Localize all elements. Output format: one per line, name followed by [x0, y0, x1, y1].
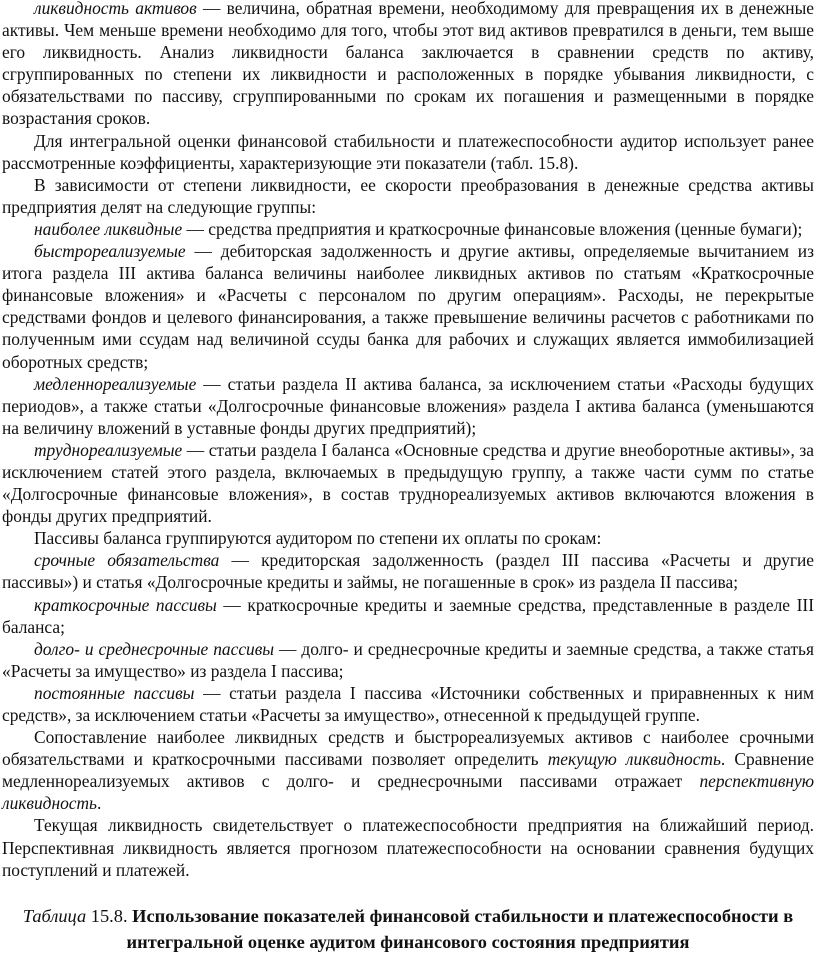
paragraph-slow-assets: медленнореализуемые — статьи раздела II актива баланса, за исключением статьи «Расходы будущих периодов», а также статьи «Долгосрочные финансовые вложения» раздела I актива баланса (уменьшаются на величину вложений в уставные фонды других предприятий);	[2, 373, 814, 438]
paragraph-short-term-liabilities: краткосрочные пассивы — краткосрочные кредиты и заемные средства, представленные в разделе III баланса;	[2, 594, 814, 637]
paragraph-long-term-liabilities: долго- и среднесрочные пассивы — долго- и среднесрочные кредиты и заемные средства, а также статья «Расчеты за имущество» из раздела I пассива;	[2, 638, 814, 681]
term: краткосрочные пассивы	[34, 594, 217, 615]
term-current-liquidity: текущую ликвидность	[547, 749, 721, 770]
paragraph-liquidity-comparison: Сопоставление наиболее ликвидных средств и быстрореализуемых активов с наиболее срочными обязательствами и краткосрочными пассивами позволяет определить текущую ликвидность. Сравнение медленнореализуемых активов с долго- и среднесрочными пассивами отражает перспективную ликвидность.	[2, 727, 815, 814]
table-caption	[2, 903, 814, 955]
term: долго- и среднесрочные пассивы	[34, 638, 275, 659]
table-caption-label: Таблица	[22, 905, 87, 926]
term-prospective-liquidity: перспективную ликвидность	[2, 771, 814, 814]
term: постоянные пассивы	[34, 682, 195, 703]
term: срочные обязательства	[34, 550, 220, 571]
paragraph-hard-assets: труднореализуемые — статьи раздела I баланса «Основные средства и другие внеоборотные активы», за исключением статей этого раздела, включаемых в предыдущую группу, а также части сумм по статье «Долгосрочные финансовые вложения», в состав труднореализуемых активов включаются вложения в фонды других предприятий.	[2, 439, 814, 527]
paragraph-permanent-liabilities: постоянные пассивы — статьи раздела I пассива «Источники собственных и приравненных к ним средств», за исключением статьи «Расчеты за имущество», отнесенной к предыдущей группе.	[2, 682, 814, 725]
paragraph-most-liquid: наиболее ликвидные — средства предприятия и краткосрочные финансовые вложения (ценные бумаги);	[34, 218, 803, 239]
table-caption-number: 15.8.	[86, 905, 133, 926]
term: медленнореализуемые	[34, 373, 197, 394]
paragraph-closing: Текущая ликвидность свидетельствует о платежеспособности предприятия на ближайший период. Перспективная ликвидность является прогнозом платежеспособности на основании сравнения будущих поступлений и платежей.	[2, 815, 814, 880]
term: ликвидность активов	[34, 0, 197, 18]
term: наиболее ликвидные	[34, 218, 183, 239]
paragraph-integral-assessment: Для интегральной оценки финансовой стабильности и платежеспособности аудитор использует ранее рассмотренные коэффициенты, характеризующие эти показатели (табл. 15.8).	[2, 130, 814, 173]
term: быстрореализуемые	[34, 241, 186, 262]
paragraph-quick-assets: быстрореализуемые — дебиторская задолженность и другие активы, определяемые вычитанием из итога раздела III актива баланса величины наиболее ликвидных активов по статьям «Краткосрочные финансовые вложения» и «Расчеты с персоналом по другим операциям». Расходы, не перекрытые средствами фондов и целевого финансирования, а также превышение величины расчетов с работниками по полученным ими ссудам над величиной ссуды банка для рабочих и служащих является иммобилизацией оборотных средств;	[2, 241, 814, 372]
paragraph-liquidity-definition: ликвидность активов — величина, обратная времени, необходимому для превращения их в денежные активы. Чем меньше времени необходимо для того, чтобы этот вид активов превратился в деньги, тем выше его ликвидность. Анализ ликвидности баланса заключается в сравнении средств по активу, сгруппированных по степени их ликвидности и расположенных в порядке убывания ликвидности, с обязательствами по пассиву, сгруппированными по срокам их погашения и размещенными в порядке возрастания сроков.	[2, 0, 814, 129]
term: труднореализуемые	[34, 439, 183, 460]
table-caption-title: Использование показателей финансовой стабильности и платежеспособности в интегральной оценке аудитом финансового состояния предприятия	[126, 905, 794, 952]
paragraph-urgent-liabilities: срочные обязательства — кредиторская задолженность (раздел III пассива «Расчеты и другие пассивы») и статья «Долгосрочные кредиты и займы, не погашенные в срок» из раздела II пассива;	[2, 550, 814, 593]
paragraph-asset-groups-intro: В зависимости от степени ликвидности, ее скорости преобразования в денежные средства активы предприятия делят на следующие группы:	[2, 174, 814, 217]
paragraph-liabilities-intro: Пассивы баланса группируются аудитором по степени их оплаты по срокам:	[34, 528, 602, 549]
